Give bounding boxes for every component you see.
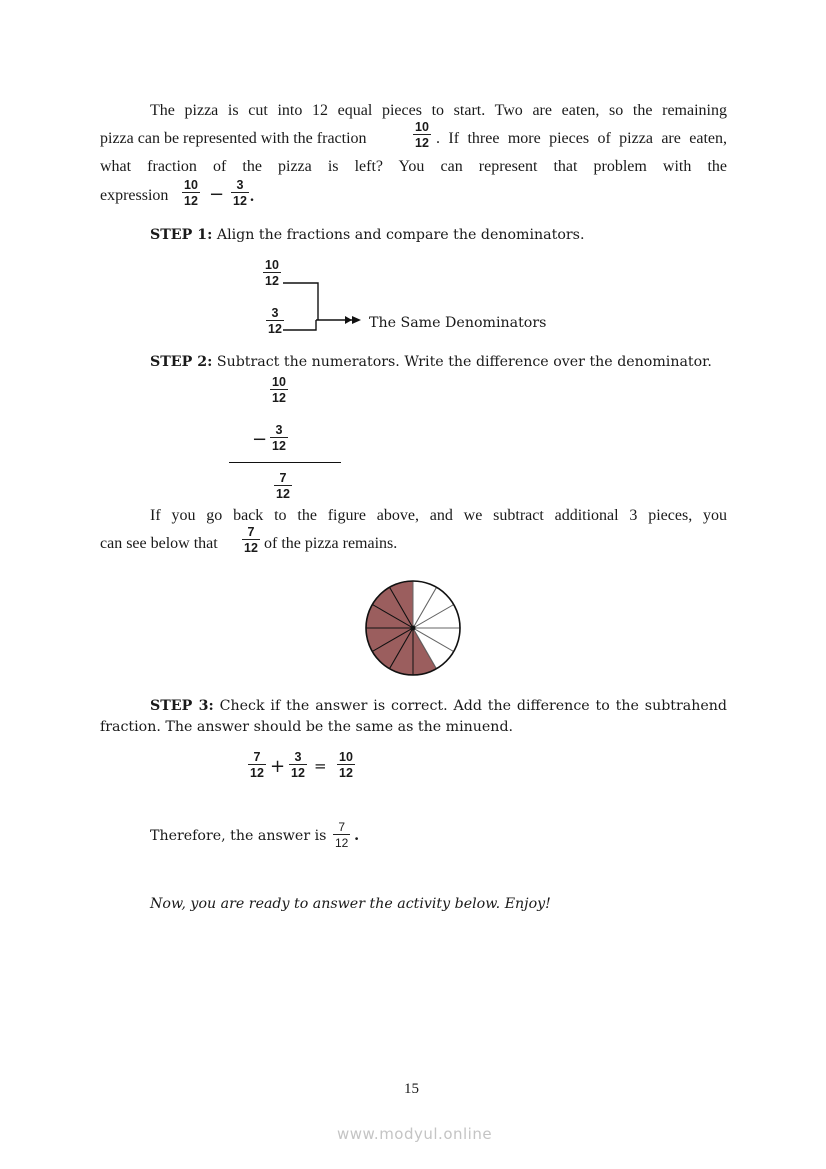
denominator: 12	[415, 136, 429, 150]
denominator: 12	[184, 194, 198, 208]
arrow-head-1	[345, 316, 352, 324]
plus-operator: +	[270, 756, 286, 777]
numerator: 3	[236, 178, 244, 192]
denominator: 12	[233, 194, 247, 208]
step-2-label: STEP 2:	[150, 354, 213, 370]
numerator: 3	[275, 423, 283, 437]
step-1-label: STEP 1:	[150, 227, 213, 243]
numerator: 3	[271, 306, 279, 320]
minus-operator: −	[209, 184, 225, 205]
figure-text-line-1	[150, 507, 727, 525]
closing-instruction: Now, you are ready to answer the activity below. Enjoy!	[150, 896, 551, 912]
figure-text-line-2-before-text: can see below that	[100, 535, 218, 552]
step-3-addend-2	[289, 750, 307, 780]
expression-period: .	[250, 188, 254, 205]
connector-bracket-arrow	[0, 0, 826, 400]
intro-line-3-text: what fraction of the pizza is left? You can represent that problem with the	[100, 158, 727, 175]
equals-operator: =	[314, 757, 327, 775]
intro-line-4-text: expression	[100, 187, 169, 204]
conclusion-text: Therefore, the answer is	[150, 828, 327, 844]
same-denominators-label: The Same Denominators	[369, 315, 547, 331]
pizza-fraction-figure	[360, 575, 466, 681]
intro-line-1-text: The pizza is cut into 12 equal pieces to start. Two are eaten, so the remaining	[150, 102, 727, 119]
numerator: 7	[338, 820, 346, 834]
figure-text-line-2-before	[100, 535, 218, 553]
numerator: 10	[184, 178, 198, 192]
numerator: 7	[247, 525, 255, 539]
step-2-heading	[150, 348, 712, 377]
denominator: 12	[250, 766, 264, 780]
numerator: 7	[279, 471, 287, 485]
watermark: www.modyul.online	[337, 1125, 493, 1143]
denominator: 12	[244, 541, 258, 555]
intro-line-2-before: pizza can be represented with the fraction	[100, 130, 367, 147]
numerator: 7	[253, 750, 261, 764]
conclusion-period: .	[354, 826, 360, 844]
figure-text-line-2-after	[264, 535, 397, 553]
answer-fraction	[333, 820, 350, 850]
denominator: 12	[265, 274, 279, 288]
connector-line-top	[283, 283, 318, 320]
denominator: 12	[339, 766, 353, 780]
step-3-addend-1	[248, 750, 266, 780]
step-3-sum	[337, 750, 355, 780]
step-3-label: STEP 3:	[150, 698, 214, 714]
denominator: 12	[291, 766, 305, 780]
arrow-head-2	[352, 316, 361, 324]
step-2-subtrahend	[270, 423, 288, 453]
figure-text-fraction	[242, 525, 260, 555]
step-3-text-line-1: Check if the answer is correct. Add the difference to the subtrahend	[213, 698, 727, 714]
denominator: 12	[268, 322, 282, 336]
step-2-minuend	[270, 375, 288, 405]
figure-text-line-2-after-text: of the pizza remains.	[264, 535, 398, 552]
intro-line-2-after-text: . If three more pieces of pizza are eaten,	[436, 130, 727, 147]
numerator: 3	[294, 750, 302, 764]
page-number: 15	[404, 1081, 419, 1097]
pizza-center	[411, 626, 416, 631]
subtraction-rule-line	[229, 462, 341, 463]
step-3-text-line-2: fraction. The answer should be the same as the minuend.	[100, 719, 514, 735]
connector-line-bottom	[283, 320, 316, 330]
step-1-text: Align the fractions and compare the denominators.	[212, 227, 585, 243]
figure-text-line-1-text: If you go back to the figure above, and we subtract additional 3 pieces, you	[150, 507, 727, 524]
numerator: 10	[415, 120, 429, 134]
numerator: 10	[339, 750, 353, 764]
step-2-minus-operator: −	[252, 429, 268, 450]
numerator: 10	[272, 375, 286, 389]
denominator: 12	[272, 391, 286, 405]
numerator: 10	[265, 258, 279, 272]
step-2-difference	[274, 471, 292, 501]
denominator: 12	[276, 487, 290, 501]
step-2-text: Subtract the numerators. Write the difference over the denominator.	[212, 354, 712, 370]
denominator: 12	[335, 836, 349, 850]
denominator: 12	[272, 439, 286, 453]
